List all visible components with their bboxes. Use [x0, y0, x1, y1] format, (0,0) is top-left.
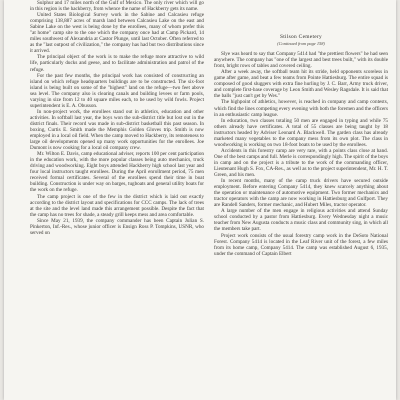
paragraph: A large number of the men engage in religious activities and attend Sunday school conducted by a pastor from Hattiesburg. Every Wednesday night a music teacher from New Augusta conducts a music class and community sing, in which all the members take part. — [214, 208, 388, 233]
paragraph: Mr. Wilton E. Davis, camp educational adviser, reports 100 per cent participation in the education work, with the more popular classes being auto mechanics, truck driving and woodworking. Eight boys attended Hackberry high school last year and four local instructors taught enrollees. During the April enrollment period, 75 men received formal certificates. Several of the enrollees spend their time in boat building. Construction is under way on barges, tugboats and general utility boats for the work on the refuge. — [30, 151, 204, 194]
paragraph: Sulphur and 17 miles north of the Gulf of Mexico. The only river which will go in this region is the hackberry, from whence the name of Hackberry gets its name. — [30, 0, 204, 13]
paragraph: The highpoint of athletics, however, is reached in company and camp contests, which find the lines competing every evening with both the foremen and the officers in an enthusiastic camp league. — [214, 99, 388, 118]
left-column — [30, 0, 204, 236]
paragraph: For the past few months, the principal work has consisted of constructing an island on which refuge headquarters buildings are to be constructed. The six-foot island is being built on some of the "highest" land on the refuge—two feet above sea level. The company also is clearing canals and building levees or farm pools, varying in size from 12 to 40 square miles each, to be used by wild fowls. Project superintendent is E. A. Obusson. — [30, 72, 204, 109]
paragraph: In non-project work, the enrollees stand out in athletics, education and other activities. In softball last year, the boys won the sub-district title but lost out in the district finals. Their record was made in sub-district basketball this past season. In boxing, Curtis E. Smith made the Memphis Golden Gloves trip. Smith is now employed in a local oil field. When the camp moved to Hackberry, its remoteness to large oil developments opened up many work opportunities for the enrollees. Joe Dumont is now cooking for a local oil company crew. — [30, 108, 204, 152]
section-heading — [214, 34, 388, 47]
heading-title: Stilson Cemetery — [279, 34, 323, 40]
paragraph: Accidents in this forestry camp are very rare, with a points class close at hand. One of the best camps and full. Merle is correspondingly high. The spirit of the boys in camp and on the project is a tribute to the work of the commanding officer, Lieutenant Hugh S. Fox, CA-Res., as well as to the project superintendent, Mr. H. T. Green, and his men. — [214, 147, 388, 179]
paragraph: Since May 21, 1939, the company commander has been Captain Julian S. Pinkerton, Inf.-Res., whose junior officer is Ensign Ross P. Tompkins, USNR, who served on — [30, 217, 204, 236]
paragraph: The principal object of the work is to make the refuge more attractive to wild life, particularly ducks and geese, and to facilitate administration and patrol of the refuge. — [30, 54, 204, 73]
heading-continued-note: (Continued from page 158) — [277, 41, 325, 47]
paragraph: After a week away, the softball team hit its stride, held opponents scoreless in game after game, and beat a few teams from Pointe Hattiesburg. The entire squad is composed of good sluggers with extra fine hurling by J. C. Barr, Army truck driver, and complete first-base coverage by Leon Smith and Wesley Ragsdale. It is said that the balls "just can't get by Wes." — [214, 69, 388, 100]
paragraph: In education, two classes totaling 50 men are engaged in typing and while 75 others already have certificates. A total of 55 classes are being taught by 18 instructors headed by Adviser Leonard A. Blackwell. The garden class has already marketed many vegetables to the company mess from its own plot. The class in woodworking is working on two 18-foot boats to be used by the enrollees. — [214, 117, 388, 148]
paragraph: Project work consists of the usual forestry camp work in the DeSoto National Forest. Company 5414 is located in the Leaf River unit of the forest, a few miles from its home camp, Company 5414. The camp was established August 6, 1935, under the command of Captain Elbert — [214, 232, 388, 257]
paragraph: The camp project is one of the few in the district which is laid out exactly according to the district layout and specifications for CCC camps. The lack of trees at the site and the level land made this arrangement possible. Despite the fact that the camp has no trees for shade, a steady grill keeps mess and area comfortable. — [30, 193, 204, 218]
paragraph: Slye was heard to say that Company 5414 had "the prettiest flowers" he had seen anywhere. The company has "one of the largest and best trees built," with its double front, bright rows of tables and covered ceiling. — [214, 51, 388, 70]
document-page — [4, 0, 396, 400]
paragraph: United States Biological Survey work in the Sabine and Calcasieu refuge comprising 138,887 acres of marsh land between Calcasieu Lake on the east and Sabine Lake on the west is being done by the enrollees, many of whom prefer this "at home" camp site to the one which the company once had at Camp Pickard, 14 miles southwest of Alexandria at Castor Plunge, until last October. Often referred to as the "last outpost of civilization," the company has had but two distributions since it arrived. — [30, 12, 204, 55]
paragraph: In recent months, many of the camp truck drivers have secured outside employment. Before entering Company 5414, they knew scarcely anything about the operation or maintenance of automotive equipment. Two former mechanics and tractor operators with the camp are now working in Hattiesburg and Gulfport. They are Randell Sanders, former mechanic, and Hubert Miles, tractor operator. — [214, 178, 388, 209]
right-column — [214, 0, 388, 257]
